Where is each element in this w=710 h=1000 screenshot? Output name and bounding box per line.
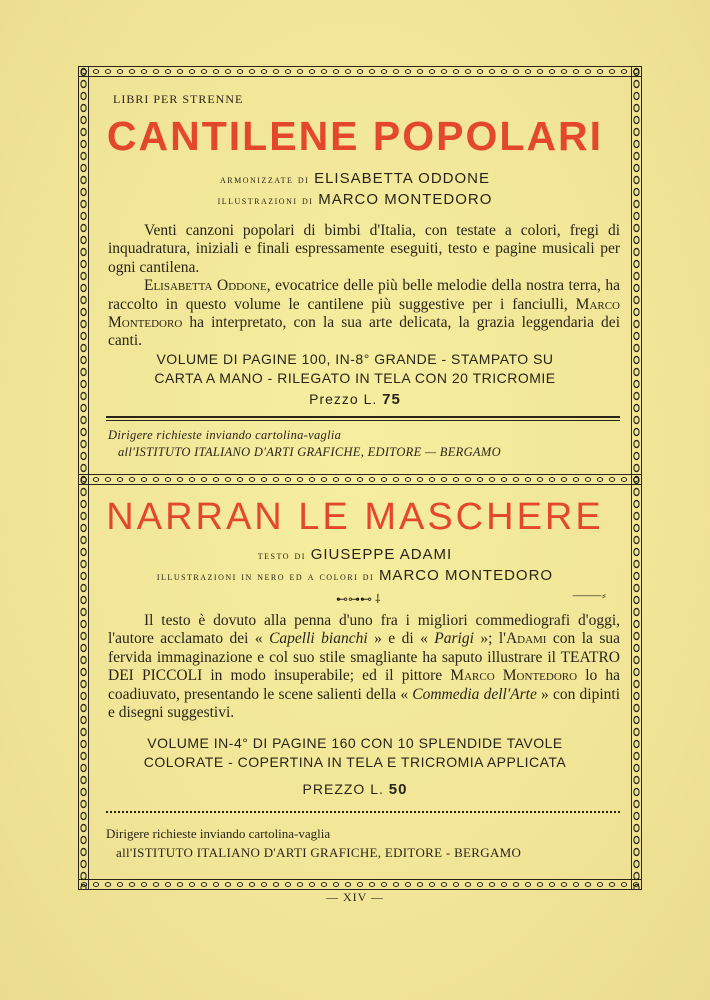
paragraph-text: »; l' <box>473 630 506 648</box>
credit-illustrations <box>0 191 710 209</box>
dotted-separator <box>106 811 620 813</box>
work-title: Parigi <box>434 630 474 648</box>
credit-music <box>0 170 710 188</box>
border-divider <box>78 474 642 485</box>
credit-prefix: illustrazioni in nero ed a colori di <box>156 569 375 583</box>
price-value: 50 <box>388 781 408 798</box>
price-label: PREZZO L. <box>302 781 384 797</box>
credit-text <box>0 546 710 564</box>
credit-prefix: illustrazioni di <box>217 193 314 207</box>
border-bottom <box>78 879 642 890</box>
book-title-cantilene: CANTILENE POPOLARI <box>106 113 604 159</box>
border-top <box>78 66 642 77</box>
author-name: Adami <box>505 630 547 648</box>
price-value: 75 <box>382 391 401 408</box>
credit-name: MARCO MONTEDORO <box>318 191 493 208</box>
price-label: Prezzo L. <box>309 391 378 407</box>
paragraph-text: , evocatrice delle più belle melodie della nostra terra, ha raccolto in questo volume le cantilene più suggestive per i fanciulli, <box>108 277 620 313</box>
credit-name: GIUSEPPE ADAMI <box>310 546 453 563</box>
credit-prefix: testo di <box>257 548 306 562</box>
paragraph-text: con la sua fervida immaginazione e col suo stile smagliante ha saputo illustrare il TEATRO DEI PICCOLI in modo insuperabile; ed il pittore <box>108 630 621 685</box>
description-cantilene <box>108 222 620 351</box>
work-title: Commedia dell'Arte <box>412 685 537 703</box>
description-maschere <box>108 612 620 722</box>
book-title-maschere: NARRAN LE MASCHERE <box>106 496 604 538</box>
separator <box>106 416 620 418</box>
price <box>0 781 710 798</box>
flourish-icon: ⸻⸗ <box>572 588 606 602</box>
illustrator-name: Marco Montedoro <box>108 295 620 332</box>
spec-line-2: CARTA A MANO - RILEGATO IN TELA CON 20 TRICROMIE <box>154 370 556 386</box>
spec-line-2: COLORATE - COPERTINA IN TELA E TRICROMIA APPLICATA <box>143 754 567 770</box>
illustrator-name: Marco Montedoro <box>450 667 578 685</box>
section-label: LIBRI PER STRENNE <box>113 92 244 106</box>
credit-prefix: armonizzate di <box>219 172 310 186</box>
credit-illustrations <box>0 567 710 585</box>
paragraph: Venti canzoni popolari di bimbi d'Italia, con testate a colori, fregi di inquadratura, iniziali e finali espressamente eseguiti, testo e pagine musicali per ogni cantilena. <box>108 222 620 276</box>
order-instructions: Dirigere richieste inviando cartolina-vaglia <box>108 428 342 442</box>
paragraph-text: Il testo è dovuto alla penna d'uno fra i migliori commediografi d'oggi, l'autore acclamato dei « <box>108 612 620 648</box>
ornament-icon: ⊷⊶⊷ ⸸ <box>336 592 381 606</box>
separator <box>106 420 620 421</box>
paragraph-text: » con dipinti e disegni suggestivi. <box>108 685 621 722</box>
credit-name: MARCO MONTEDORO <box>378 567 554 584</box>
price <box>0 391 710 408</box>
page-number: — XIV — <box>325 890 385 904</box>
paragraph-text: ha interpretato, con la sua arte delicata, la grazia leggendaria dei canti. <box>108 314 620 350</box>
spec-line-1: VOLUME DI PAGINE 100, IN-8° GRANDE - STAMPATO SU <box>156 351 554 367</box>
author-name: Elisabetta Oddone <box>144 277 267 295</box>
work-title: Capelli bianchi <box>269 630 368 648</box>
paragraph-text: lo ha coadiuvato, presentando le scene salienti della « <box>108 667 621 703</box>
publisher-line: all'ISTITUTO ITALIANO D'ARTI GRAFICHE, EDITORE — BERGAMO <box>118 445 501 459</box>
paragraph-text: » e di « <box>367 630 435 648</box>
paragraph <box>108 612 620 722</box>
spec-line-1: VOLUME IN-4° DI PAGINE 160 CON 10 SPLENDIDE TAVOLE <box>147 735 563 751</box>
credit-name: ELISABETTA ODDONE <box>314 170 490 187</box>
order-instructions: Dirigere richieste inviando cartolina-vaglia <box>106 826 331 841</box>
publisher-line: all'ISTITUTO ITALIANO D'ARTI GRAFICHE, EDITORE - BERGAMO <box>116 845 522 860</box>
paragraph <box>108 277 620 351</box>
